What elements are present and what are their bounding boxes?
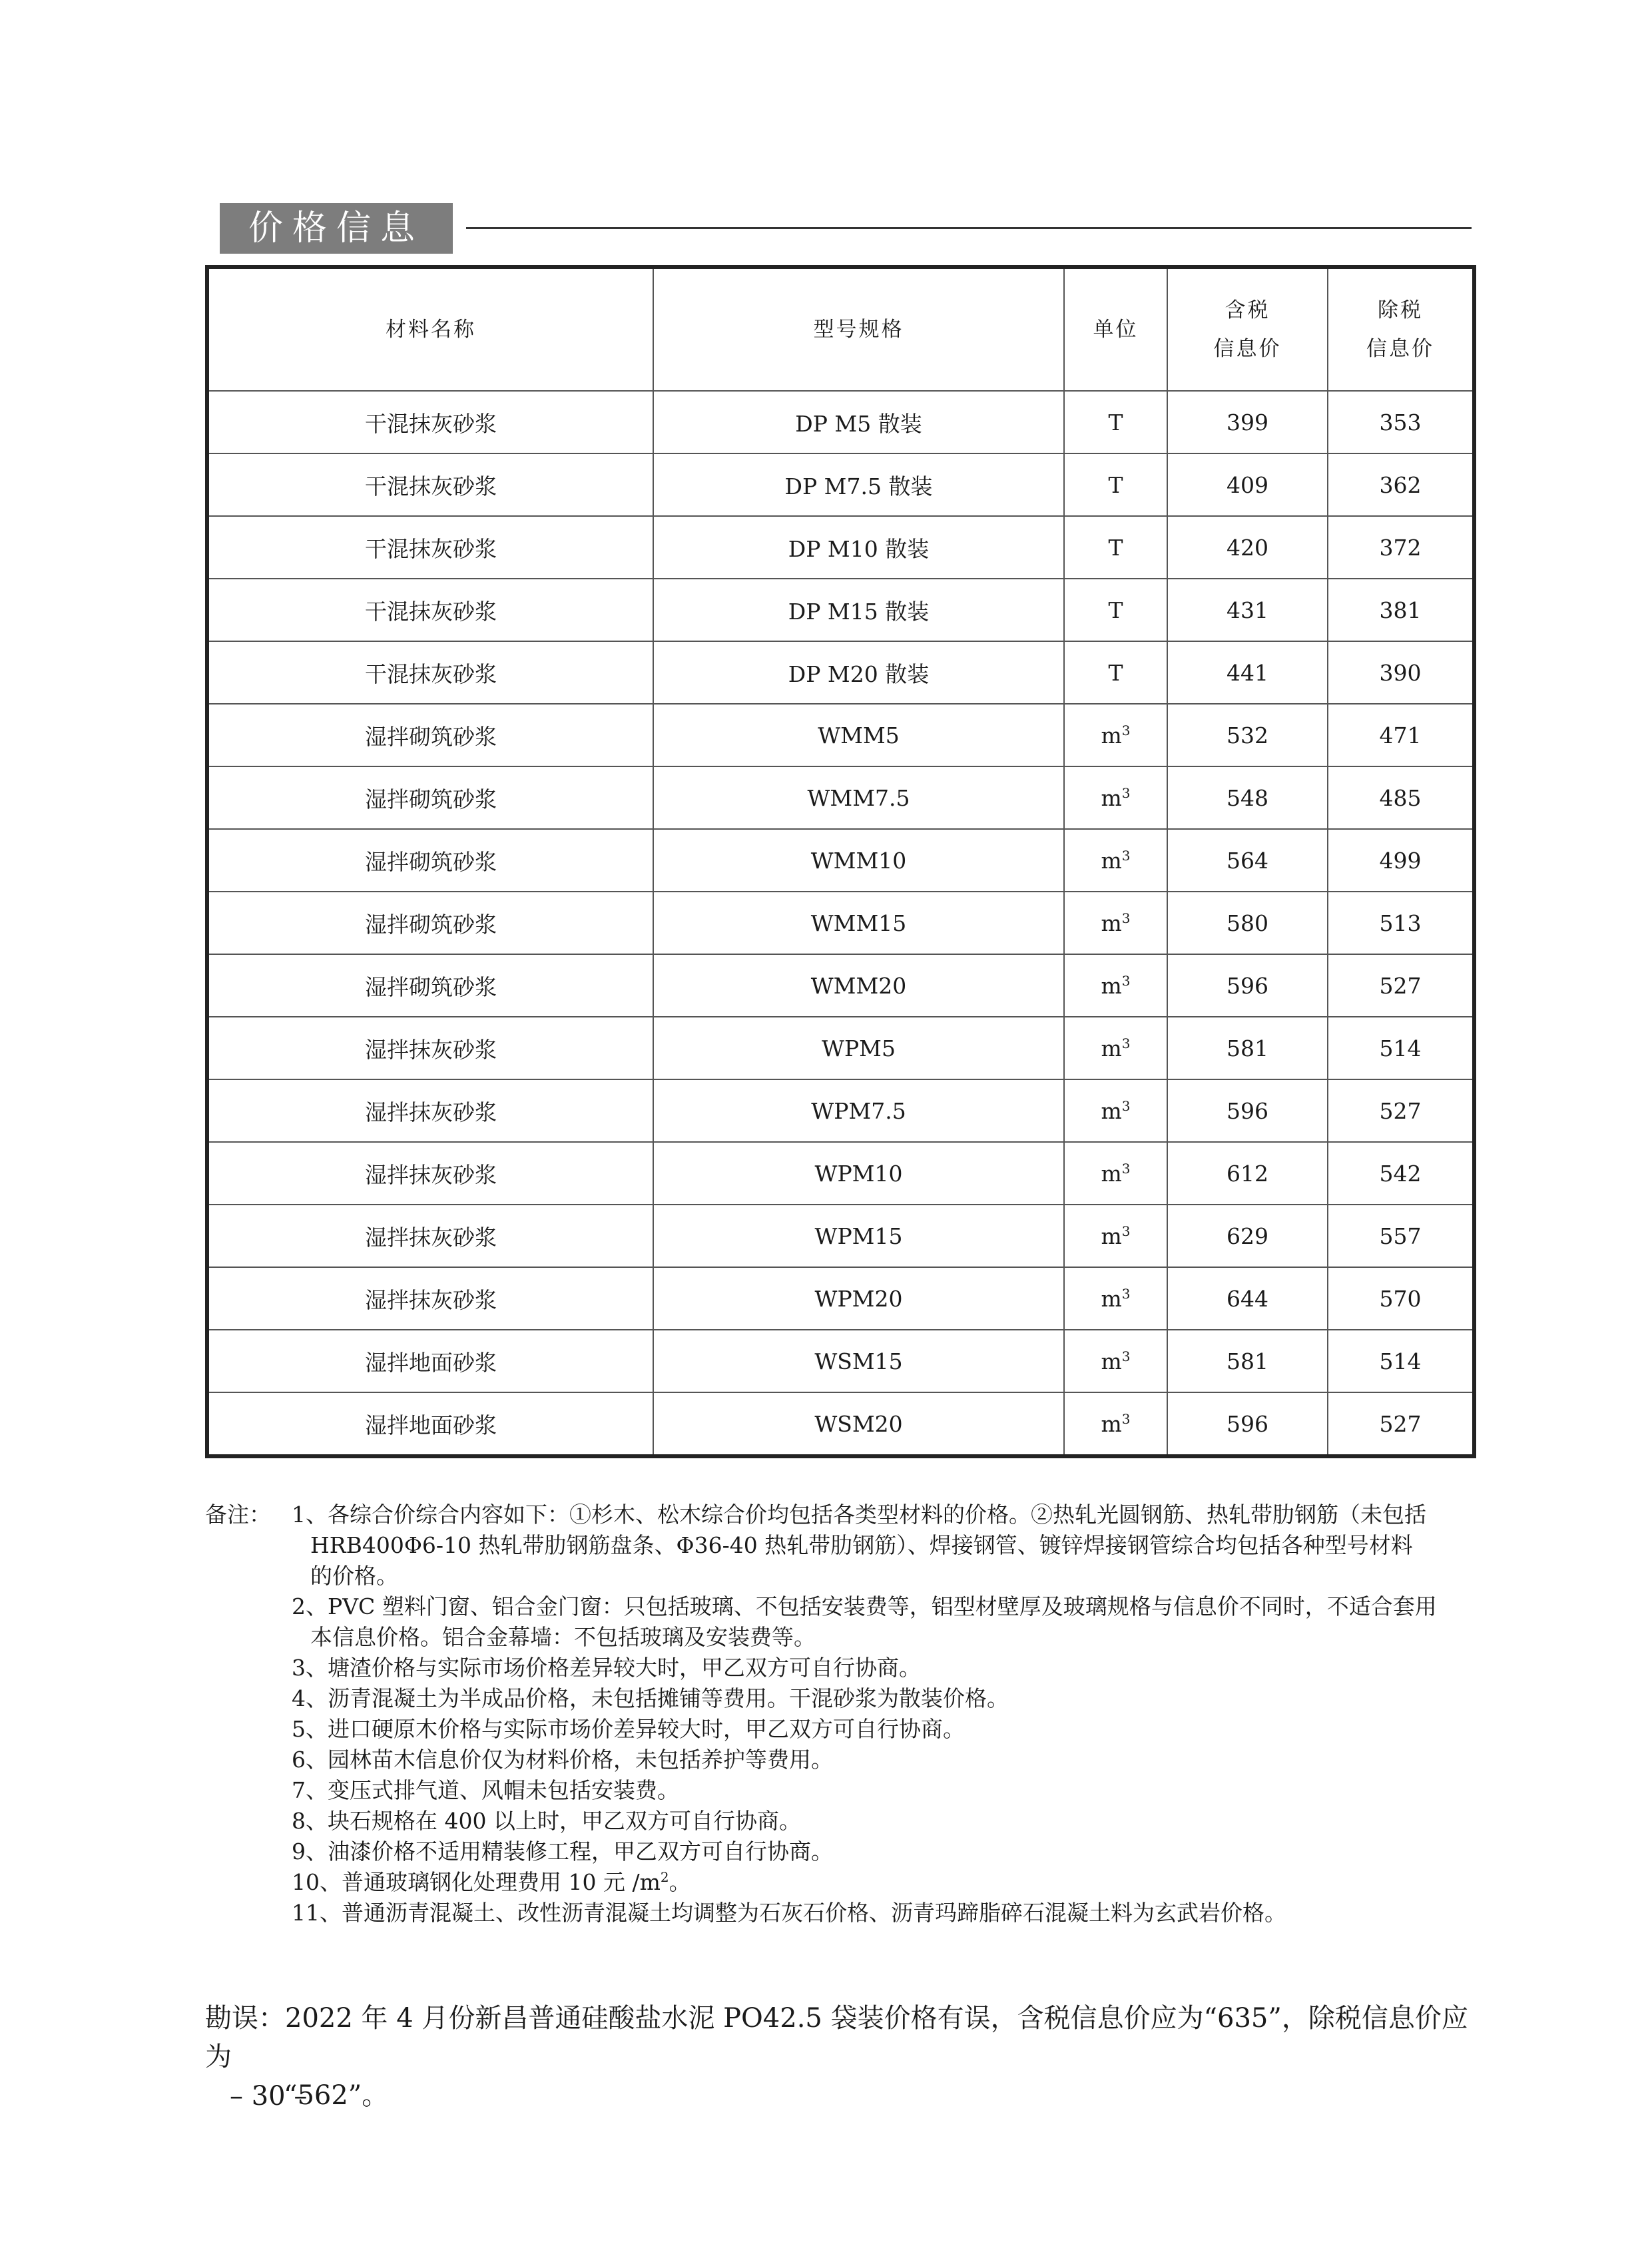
cell-price-tax-excluded-text: 514 [1379,1348,1422,1374]
cell-price-tax-included [1167,829,1328,892]
cell-price-tax-included [1167,1267,1328,1330]
cell-price-tax-excluded-text: 485 [1379,784,1422,811]
header-unit [1064,267,1167,391]
note-1-line-3: 的价格。 [310,1563,398,1589]
cell-spec-text: WSM20 [814,1410,903,1437]
cell-unit-text: T [1108,659,1123,686]
cell-spec-text: DP M15 散装 [788,598,930,625]
cell-unit [1064,1017,1167,1079]
cell-price-tax-excluded [1328,892,1474,954]
cell-price-tax-excluded-text: 381 [1379,597,1422,623]
cell-price-tax-excluded [1328,1330,1474,1392]
cell-material-name-text: 湿拌地面砂浆 [365,1349,497,1376]
cell-spec-text: WMM20 [810,972,907,999]
cell-spec-text: DP M10 散装 [788,535,930,562]
cell-unit-text: m [1101,1097,1122,1124]
table-row [207,704,1474,766]
cell-spec-text: WPM15 [814,1223,903,1249]
cell-price-tax-included-text: 580 [1227,910,1268,936]
cell-price-tax-included-text: 420 [1227,534,1268,561]
cell-unit-text: m [1101,972,1122,999]
cell-price-tax-included-text: 612 [1227,1160,1268,1187]
cell-material-name [207,892,653,954]
header-tax-excluded-line2: 信息价 [1366,337,1434,361]
cell-price-tax-included-text: 581 [1227,1348,1268,1374]
cell-price-tax-excluded-text: 390 [1379,659,1422,686]
cell-price-tax-excluded-text: 514 [1379,1035,1422,1061]
cell-price-tax-excluded [1328,1205,1474,1267]
header-tax-included-line2: 信息价 [1213,337,1282,361]
cell-spec-text: WMM15 [810,910,907,936]
note-10-end: 。 [669,1869,691,1895]
section-header [220,203,1472,254]
cell-material-name-text: 干混抹灰砂浆 [365,661,497,687]
cell-spec-text: WMM7.5 [807,784,910,811]
cell-spec [653,453,1064,516]
cell-spec-text: DP M20 散装 [788,661,930,687]
unit-superscript: 3 [1121,972,1131,989]
cell-price-tax-included [1167,453,1328,516]
cell-spec [653,516,1064,579]
cell-unit-text: m [1101,1223,1122,1249]
cell-spec-text: WPM7.5 [811,1097,906,1124]
cell-unit-text: m [1101,1035,1122,1061]
note-1 [205,1500,1484,1591]
note-9: 9、油漆价格不适用精装修工程，甲乙双方可自行协商。 [292,1838,833,1864]
cell-material-name [207,1205,653,1267]
table-row [207,641,1474,704]
cell-unit-text: m [1101,910,1122,936]
unit-superscript: 3 [1121,1160,1131,1177]
cell-spec-text: DP M5 散装 [795,410,922,437]
cell-spec [653,829,1064,892]
cell-price-tax-excluded [1328,391,1474,453]
price-table [205,265,1476,1458]
cell-price-tax-excluded [1328,641,1474,704]
table-row [207,954,1474,1017]
cell-material-name-text: 湿拌抹灰砂浆 [365,1286,497,1313]
cell-material-name [207,579,653,641]
cell-price-tax-included [1167,579,1328,641]
cell-price-tax-included-text: 399 [1227,409,1268,435]
note-10 [205,1867,1484,1898]
cell-unit-text: m [1101,1160,1122,1187]
cell-unit-text: m [1101,1410,1122,1437]
section-divider [466,227,1472,229]
header-name-label: 材料名称 [386,318,476,342]
cell-unit [1064,954,1167,1017]
cell-material-name-text: 干混抹灰砂浆 [365,473,497,499]
cell-price-tax-excluded [1328,453,1474,516]
cell-price-tax-included [1167,1017,1328,1079]
header-tax-included-line1: 含税 [1225,298,1270,322]
table-row [207,1330,1474,1392]
unit-superscript: 3 [1121,1223,1131,1239]
table-row [207,1017,1474,1079]
header-tax-excluded [1328,267,1474,391]
cell-spec-text: WPM10 [814,1160,903,1187]
cell-unit [1064,391,1167,453]
table-row [207,892,1474,954]
cell-unit [1064,766,1167,829]
cell-material-name [207,453,653,516]
cell-unit-text: m [1101,784,1122,811]
cell-price-tax-included [1167,391,1328,453]
cell-material-name [207,829,653,892]
section-title: 价格信息 [220,203,453,254]
cell-price-tax-included-text: 441 [1227,659,1268,686]
cell-unit-text: T [1108,597,1123,623]
note-3: 3、塘渣价格与实际市场价格差异较大时，甲乙双方可自行协商。 [292,1655,921,1681]
note-5: 5、进口硬原木价格与实际市场价差异较大时，甲乙双方可自行协商。 [292,1716,965,1742]
cell-unit [1064,1142,1167,1205]
cell-unit-text: m [1101,722,1122,748]
cell-material-name [207,516,653,579]
cell-spec [653,579,1064,641]
cell-spec [653,1330,1064,1392]
cell-spec [653,1142,1064,1205]
cell-unit [1064,1205,1167,1267]
table-row [207,516,1474,579]
table-row [207,579,1474,641]
cell-material-name-text: 湿拌砌筑砂浆 [365,786,497,812]
cell-unit-text: m [1101,847,1122,874]
erratum-line-1: 勘误：2022 年 4 月份新昌普通硅酸盐水泥 PO42.5 袋装价格有误，含税信息价应为“635”，除税信息价应为 [205,2003,1468,2072]
cell-unit [1064,1267,1167,1330]
cell-material-name-text: 湿拌抹灰砂浆 [365,1161,497,1188]
cell-material-name [207,391,653,453]
cell-spec-text: WPM20 [814,1285,903,1312]
cell-material-name [207,766,653,829]
cell-material-name-text: 湿拌砌筑砂浆 [365,848,497,875]
cell-material-name-text: 干混抹灰砂浆 [365,410,497,437]
cell-price-tax-excluded [1328,516,1474,579]
cell-spec [653,766,1064,829]
cell-spec-text: WPM5 [822,1035,896,1061]
cell-unit-text: T [1108,409,1123,435]
page-number: – 30 – [230,2081,308,2112]
cell-price-tax-excluded [1328,704,1474,766]
cell-unit-text: m [1101,1285,1122,1312]
cell-price-tax-included-text: 581 [1227,1035,1268,1061]
cell-unit [1064,892,1167,954]
cell-price-tax-included [1167,1330,1328,1392]
cell-unit-text: T [1108,471,1123,498]
cell-spec [653,641,1064,704]
header-spec [653,267,1064,391]
cell-price-tax-included-text: 564 [1227,847,1268,874]
cell-material-name-text: 湿拌砌筑砂浆 [365,974,497,1000]
cell-material-name-text: 干混抹灰砂浆 [365,535,497,562]
table-row [207,1142,1474,1205]
cell-price-tax-excluded-text: 542 [1379,1160,1422,1187]
table-row [207,1079,1474,1142]
cell-material-name-text: 湿拌抹灰砂浆 [365,1099,497,1125]
cell-price-tax-included-text: 644 [1227,1285,1268,1312]
cell-price-tax-included-text: 629 [1227,1223,1268,1249]
table-row [207,766,1474,829]
cell-price-tax-excluded-text: 570 [1379,1285,1422,1312]
cell-material-name-text: 湿拌地面砂浆 [365,1412,497,1438]
cell-spec-text: WMM10 [810,847,907,874]
cell-unit [1064,579,1167,641]
cell-material-name-text: 湿拌抹灰砂浆 [365,1224,497,1251]
cell-spec-text: WMM5 [818,722,900,748]
cell-unit [1064,516,1167,579]
table-row [207,1205,1474,1267]
cell-unit [1064,1079,1167,1142]
cell-price-tax-excluded-text: 527 [1379,1410,1422,1437]
cell-price-tax-included [1167,704,1328,766]
cell-spec [653,704,1064,766]
cell-spec [653,1205,1064,1267]
cell-material-name-text: 干混抹灰砂浆 [365,598,497,625]
cell-price-tax-included-text: 596 [1227,972,1268,999]
cell-price-tax-included [1167,516,1328,579]
table-row [207,1267,1474,1330]
unit-superscript: 3 [1121,784,1131,801]
cell-spec [653,1017,1064,1079]
header-name [207,267,653,391]
cell-price-tax-included-text: 596 [1227,1410,1268,1437]
cell-unit [1064,704,1167,766]
cell-price-tax-excluded-text: 362 [1379,471,1422,498]
cell-price-tax-excluded-text: 557 [1379,1223,1422,1249]
note-2 [205,1591,1484,1653]
unit-superscript: 3 [1121,847,1131,864]
cell-price-tax-included [1167,1205,1328,1267]
cell-price-tax-excluded [1328,1267,1474,1330]
unit-superscript: 3 [1121,1035,1131,1051]
table-row [207,453,1474,516]
erratum [205,1999,1484,2115]
cell-price-tax-excluded-text: 499 [1379,847,1422,874]
cell-material-name [207,641,653,704]
cell-material-name [207,1330,653,1392]
cell-spec [653,954,1064,1017]
table-row [207,391,1474,453]
unit-superscript: 3 [1121,1097,1131,1114]
notes-prefix: 备注： [205,1502,271,1528]
cell-price-tax-included [1167,954,1328,1017]
cell-price-tax-included [1167,1392,1328,1456]
cell-price-tax-excluded-text: 527 [1379,1097,1422,1124]
cell-price-tax-excluded [1328,954,1474,1017]
note-1-line-2: HRB400Φ6-10 热轧带肋钢筋盘条、Φ36-40 热轧带肋钢筋）、焊接钢管、镀锌焊接钢管综合均包括各种型号材料 [310,1532,1413,1558]
cell-price-tax-included [1167,641,1328,704]
cell-unit [1064,1330,1167,1392]
cell-price-tax-included [1167,1079,1328,1142]
cell-price-tax-excluded [1328,829,1474,892]
unit-superscript: 3 [1121,722,1131,738]
erratum-line-2: “562”。 [284,2080,389,2111]
note-11: 11、普通沥青混凝土、改性沥青混凝土均调整为石灰石价格、沥青玛蹄脂碎石混凝土料为玄武岩价格。 [292,1900,1286,1926]
note-6: 6、园林苗木信息价仅为材料价格，未包括养护等费用。 [292,1747,833,1773]
unit-superscript: 3 [1121,1410,1131,1427]
cell-spec-text: WSM15 [814,1348,903,1374]
note-2-line-1: 2、PVC 塑料门窗、铝合金门窗：只包括玻璃、不包括安装费等，铝型材壁厚及玻璃规格与信息价不同时，不适合套用 [292,1593,1437,1619]
notes [205,1500,1484,1928]
cell-price-tax-excluded-text: 372 [1379,534,1422,561]
cell-unit [1064,641,1167,704]
cell-price-tax-excluded [1328,766,1474,829]
cell-price-tax-excluded-text: 471 [1379,722,1422,748]
table-body [207,391,1474,1456]
note-8: 8、块石规格在 400 以上时，甲乙双方可自行协商。 [292,1808,801,1834]
note-10-text: 10、普通玻璃钢化处理费用 10 元 /m [292,1869,661,1895]
cell-spec [653,892,1064,954]
cell-price-tax-included-text: 548 [1227,784,1268,811]
cell-price-tax-included-text: 409 [1227,471,1268,498]
cell-price-tax-excluded [1328,1392,1474,1456]
unit-superscript: 3 [1121,1348,1131,1364]
cell-price-tax-included [1167,1142,1328,1205]
cell-unit [1064,453,1167,516]
cell-material-name [207,704,653,766]
cell-material-name-text: 湿拌砌筑砂浆 [365,911,497,938]
cell-spec [653,391,1064,453]
cell-price-tax-included-text: 596 [1227,1097,1268,1124]
note-1-line-1: 1、各综合价综合内容如下：①杉木、松木综合价均包括各类型材料的价格。②热轧光圆钢筋、热轧带肋钢筋（未包括 [292,1502,1426,1528]
cell-price-tax-excluded-text: 527 [1379,972,1422,999]
note-7: 7、变压式排气道、风帽未包括安装费。 [292,1777,679,1803]
cell-price-tax-excluded [1328,579,1474,641]
cell-spec [653,1267,1064,1330]
unit-superscript: 3 [1121,910,1131,926]
note-2-line-2: 本信息价格。铝合金幕墙：不包括玻璃及安装费等。 [310,1624,816,1650]
header-spec-label: 型号规格 [813,318,904,342]
cell-price-tax-included [1167,766,1328,829]
cell-unit-text: T [1108,534,1123,561]
cell-material-name [207,1017,653,1079]
cell-material-name [207,954,653,1017]
cell-material-name-text: 湿拌砌筑砂浆 [365,723,497,750]
cell-material-name [207,1392,653,1456]
cell-material-name [207,1142,653,1205]
cell-unit [1064,829,1167,892]
cell-spec [653,1079,1064,1142]
cell-unit [1064,1392,1167,1456]
table-row [207,1392,1474,1456]
cell-unit-text: m [1101,1348,1122,1374]
note-4: 4、沥青混凝土为半成品价格，未包括摊铺等费用。干混砂浆为散装价格。 [292,1685,1009,1711]
cell-price-tax-excluded [1328,1079,1474,1142]
cell-material-name [207,1079,653,1142]
cell-spec [653,1392,1064,1456]
table-header-row [207,267,1474,391]
cell-price-tax-excluded-text: 513 [1379,910,1422,936]
cell-price-tax-excluded-text: 353 [1379,409,1422,435]
cell-price-tax-excluded [1328,1142,1474,1205]
cell-material-name [207,1267,653,1330]
header-tax-excluded-line1: 除税 [1378,298,1423,322]
header-tax-included [1167,267,1328,391]
note-10-superscript: 2 [660,1869,669,1885]
header-unit-label: 单位 [1093,318,1139,342]
table-row [207,829,1474,892]
cell-spec-text: DP M7.5 散装 [784,473,933,499]
cell-price-tax-included-text: 431 [1227,597,1268,623]
cell-material-name-text: 湿拌抹灰砂浆 [365,1036,497,1063]
unit-superscript: 3 [1121,1285,1131,1302]
cell-price-tax-excluded [1328,1017,1474,1079]
cell-price-tax-included-text: 532 [1227,722,1268,748]
cell-price-tax-included [1167,892,1328,954]
